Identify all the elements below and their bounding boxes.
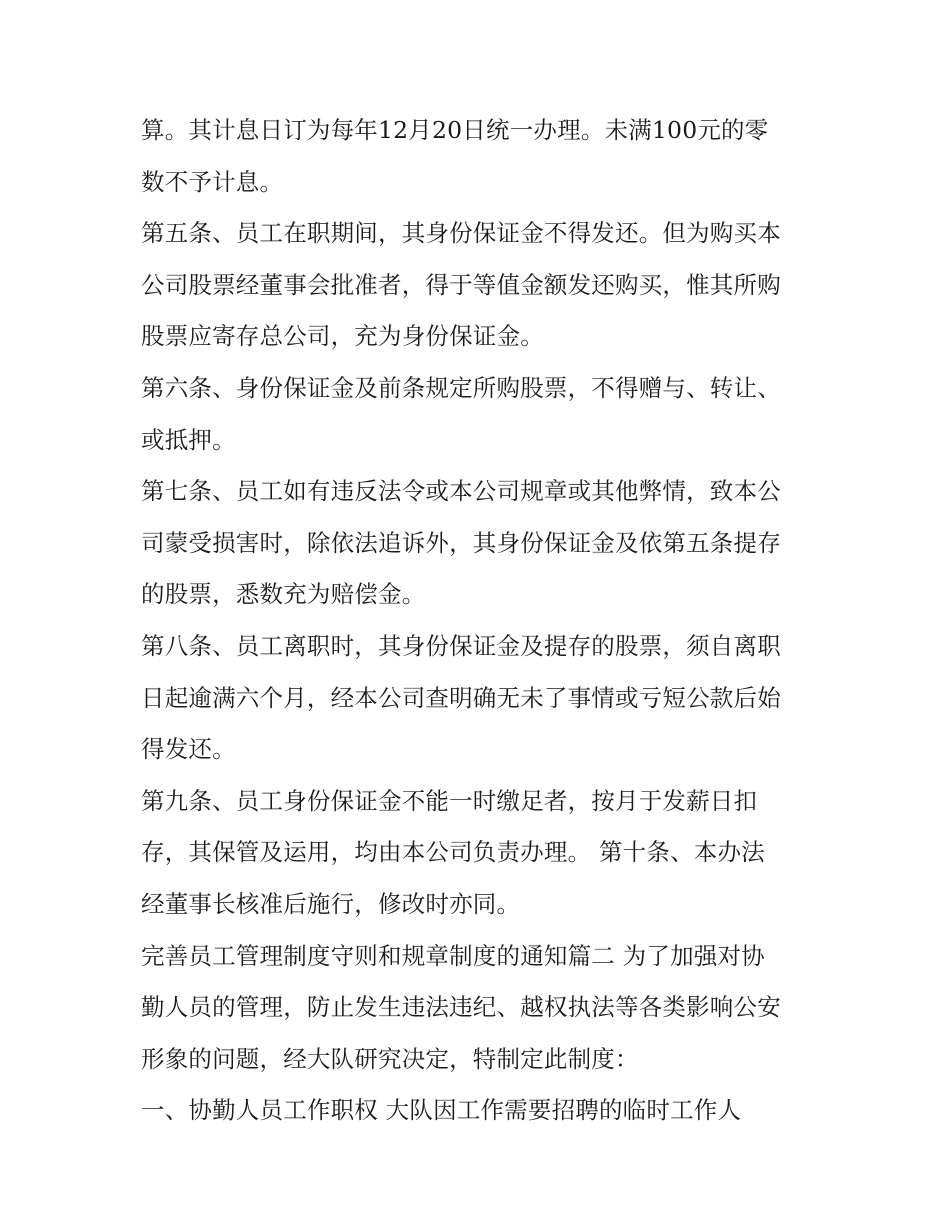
text-line: 或抵押。 (141, 425, 236, 454)
text-line: 第九条、员工身份保证金不能一时缴足者，按月于发薪日扣 (141, 786, 758, 815)
text-line: 公司股票经董事会批准者，得于等值金额发还购买，惟其所购 (141, 270, 781, 299)
text-line: 司蒙受损害时，除依法追诉外，其身份保证金及依第五条提存 (141, 528, 781, 557)
text-line: 第八条、员工离职时，其身份保证金及提存的股票，须自离职 (141, 631, 781, 660)
text-line: 经董事长核准后施行，修改时亦同。 (141, 889, 521, 918)
text-line: 日起逾满六个月，经本公司查明确无未了事情或亏短公款后始 (141, 683, 781, 712)
document-body (141, 105, 821, 1137)
text-line: 算。其计息日订为每年12月20日统一办理。未满100元的零 (141, 116, 769, 144)
text-line: 得发还。 (141, 735, 236, 764)
text-line: 第七条、员工如有违反法令或本公司规章或其他弊情，致本公 (141, 477, 781, 506)
text-line: 勤人员的管理，防止发生违法违纪、越权执法等各类影响公安 (141, 993, 781, 1022)
text-line: 形象的问题，经大队研究决定，特制定此制度： (141, 1044, 639, 1073)
text-line: 数不予计息。 (141, 167, 284, 196)
text-line: 的股票，悉数充为赔偿金。 (141, 580, 426, 609)
text-line: 一、协勤人员工作职权 大队因工作需要招聘的临时工作人 (141, 1096, 742, 1125)
text-line: 第六条、身份保证金及前条规定所购股票，不得赠与、转让、 (141, 373, 781, 402)
text-line: 存，其保管及运用，均由本公司负责办理。 第十条、本办法 (141, 838, 765, 867)
text-line: 第五条、员工在职期间，其身份保证金不得发还。但为购买本 (141, 219, 781, 248)
text-line: 股票应寄存总公司，充为身份保证金。 (141, 322, 544, 351)
text-line: 完善员工管理制度守则和规章制度的通知篇二 为了加强对协 (141, 941, 765, 970)
